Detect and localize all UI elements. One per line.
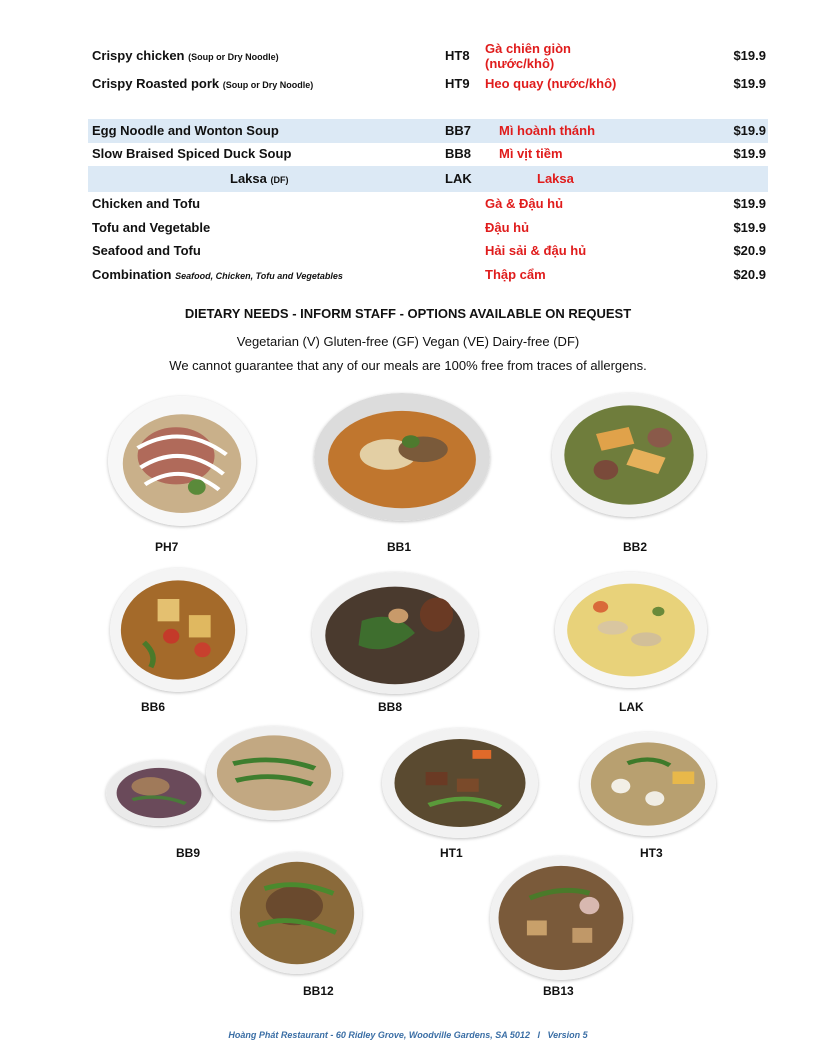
- menu-row-chicken-tofu: [88, 192, 768, 216]
- item-name: Laksa (DF): [230, 171, 289, 186]
- photo-label: BB8: [378, 700, 403, 714]
- item-price: $19.9: [733, 196, 766, 211]
- photo-lak: [555, 572, 707, 688]
- item-code: BB8: [445, 146, 472, 161]
- dietary-legend: Vegetarian (V) Gluten-free (GF) Vegan (VE) Dairy-free (DF): [236, 334, 580, 349]
- dietary-heading: DIETARY NEEDS - INFORM STAFF - OPTIONS AVAILABLE ON REQUEST: [184, 306, 632, 321]
- item-name: Chicken and Tofu: [92, 196, 201, 211]
- menu-row-combination: [88, 263, 768, 287]
- item-vietnamese: Gà & Đậu hủ: [485, 196, 564, 211]
- menu-row-crispy-chicken: [88, 41, 768, 71]
- photo-bb9-side: [106, 760, 212, 826]
- item-name: Egg Noodle and Wonton Soup: [92, 123, 279, 138]
- menu-row-wonton-soup: [88, 119, 768, 143]
- photo-label: BB9: [176, 846, 201, 860]
- item-vietnamese: Đậu hủ: [485, 220, 530, 235]
- photo-bb1: [314, 393, 490, 521]
- allergen-disclaimer: We cannot guarantee that any of our meals are 100% free from traces of allergens.: [169, 358, 647, 373]
- photo-bb12: [232, 852, 362, 974]
- item-vietnamese: Laksa: [537, 171, 574, 186]
- item-vietnamese: Mì hoành thánh: [499, 123, 596, 138]
- item-price: $20.9: [733, 267, 766, 282]
- footer-address: Hoàng Phát Restaurant - 60 Ridley Grove, Woodville Gardens, SA 5012 l Version 5: [228, 1030, 588, 1040]
- photo-label: BB13: [543, 984, 574, 998]
- item-name: Combination Seafood, Chicken, Tofu and Vegetables: [92, 267, 343, 282]
- item-price: $19.9: [733, 48, 766, 63]
- item-code: LAK: [445, 171, 472, 186]
- item-price: $19.9: [733, 220, 766, 235]
- photo-label: HT1: [440, 846, 463, 860]
- item-name: Seafood and Tofu: [92, 243, 201, 258]
- photo-label: LAK: [619, 700, 644, 714]
- item-code: BB7: [445, 123, 472, 138]
- photo-bb2: [552, 393, 706, 517]
- photo-bb8: [312, 572, 478, 694]
- photo-bb9: [206, 726, 342, 820]
- item-vietnamese: Gà chiên giòn (nước/khô): [485, 41, 571, 71]
- item-vietnamese: Heo quay (nước/khô): [485, 76, 617, 91]
- item-vietnamese: Hải sải & đậu hủ: [485, 243, 587, 258]
- item-vietnamese: Mì vịt tiềm: [499, 146, 563, 161]
- photo-label: HT3: [640, 846, 663, 860]
- photo-ph7: [108, 396, 256, 526]
- photo-bb6: [110, 568, 246, 692]
- menu-row-laksa-header: [88, 166, 768, 192]
- menu-row-duck-soup: [88, 142, 768, 166]
- item-code: HT8: [445, 48, 470, 63]
- photo-ht3: [580, 732, 716, 836]
- item-price: $20.9: [733, 243, 766, 258]
- photo-label: BB12: [303, 984, 334, 998]
- item-price: $19.9: [733, 123, 766, 138]
- photo-label: PH7: [155, 540, 179, 554]
- item-name: Crispy Roasted pork (Soup or Dry Noodle): [92, 76, 314, 91]
- item-code: HT9: [445, 76, 470, 91]
- item-price: $19.9: [733, 146, 766, 161]
- item-price: $19.9: [733, 76, 766, 91]
- item-name: Slow Braised Spiced Duck Soup: [92, 146, 292, 161]
- photo-label: BB1: [387, 540, 412, 554]
- photo-bb13: [490, 856, 632, 980]
- photo-ht1: [382, 728, 538, 838]
- item-vietnamese: Thập cẩm: [485, 267, 546, 282]
- item-name: Crispy chicken (Soup or Dry Noodle): [92, 48, 279, 63]
- photo-label: BB2: [623, 540, 648, 554]
- menu-row-crispy-roasted-pork: [88, 72, 768, 96]
- menu-row-seafood-tofu: [88, 239, 768, 263]
- item-name: Tofu and Vegetable: [92, 220, 211, 235]
- menu-row-tofu-vegetable: [88, 216, 768, 240]
- photo-label: BB6: [141, 700, 166, 714]
